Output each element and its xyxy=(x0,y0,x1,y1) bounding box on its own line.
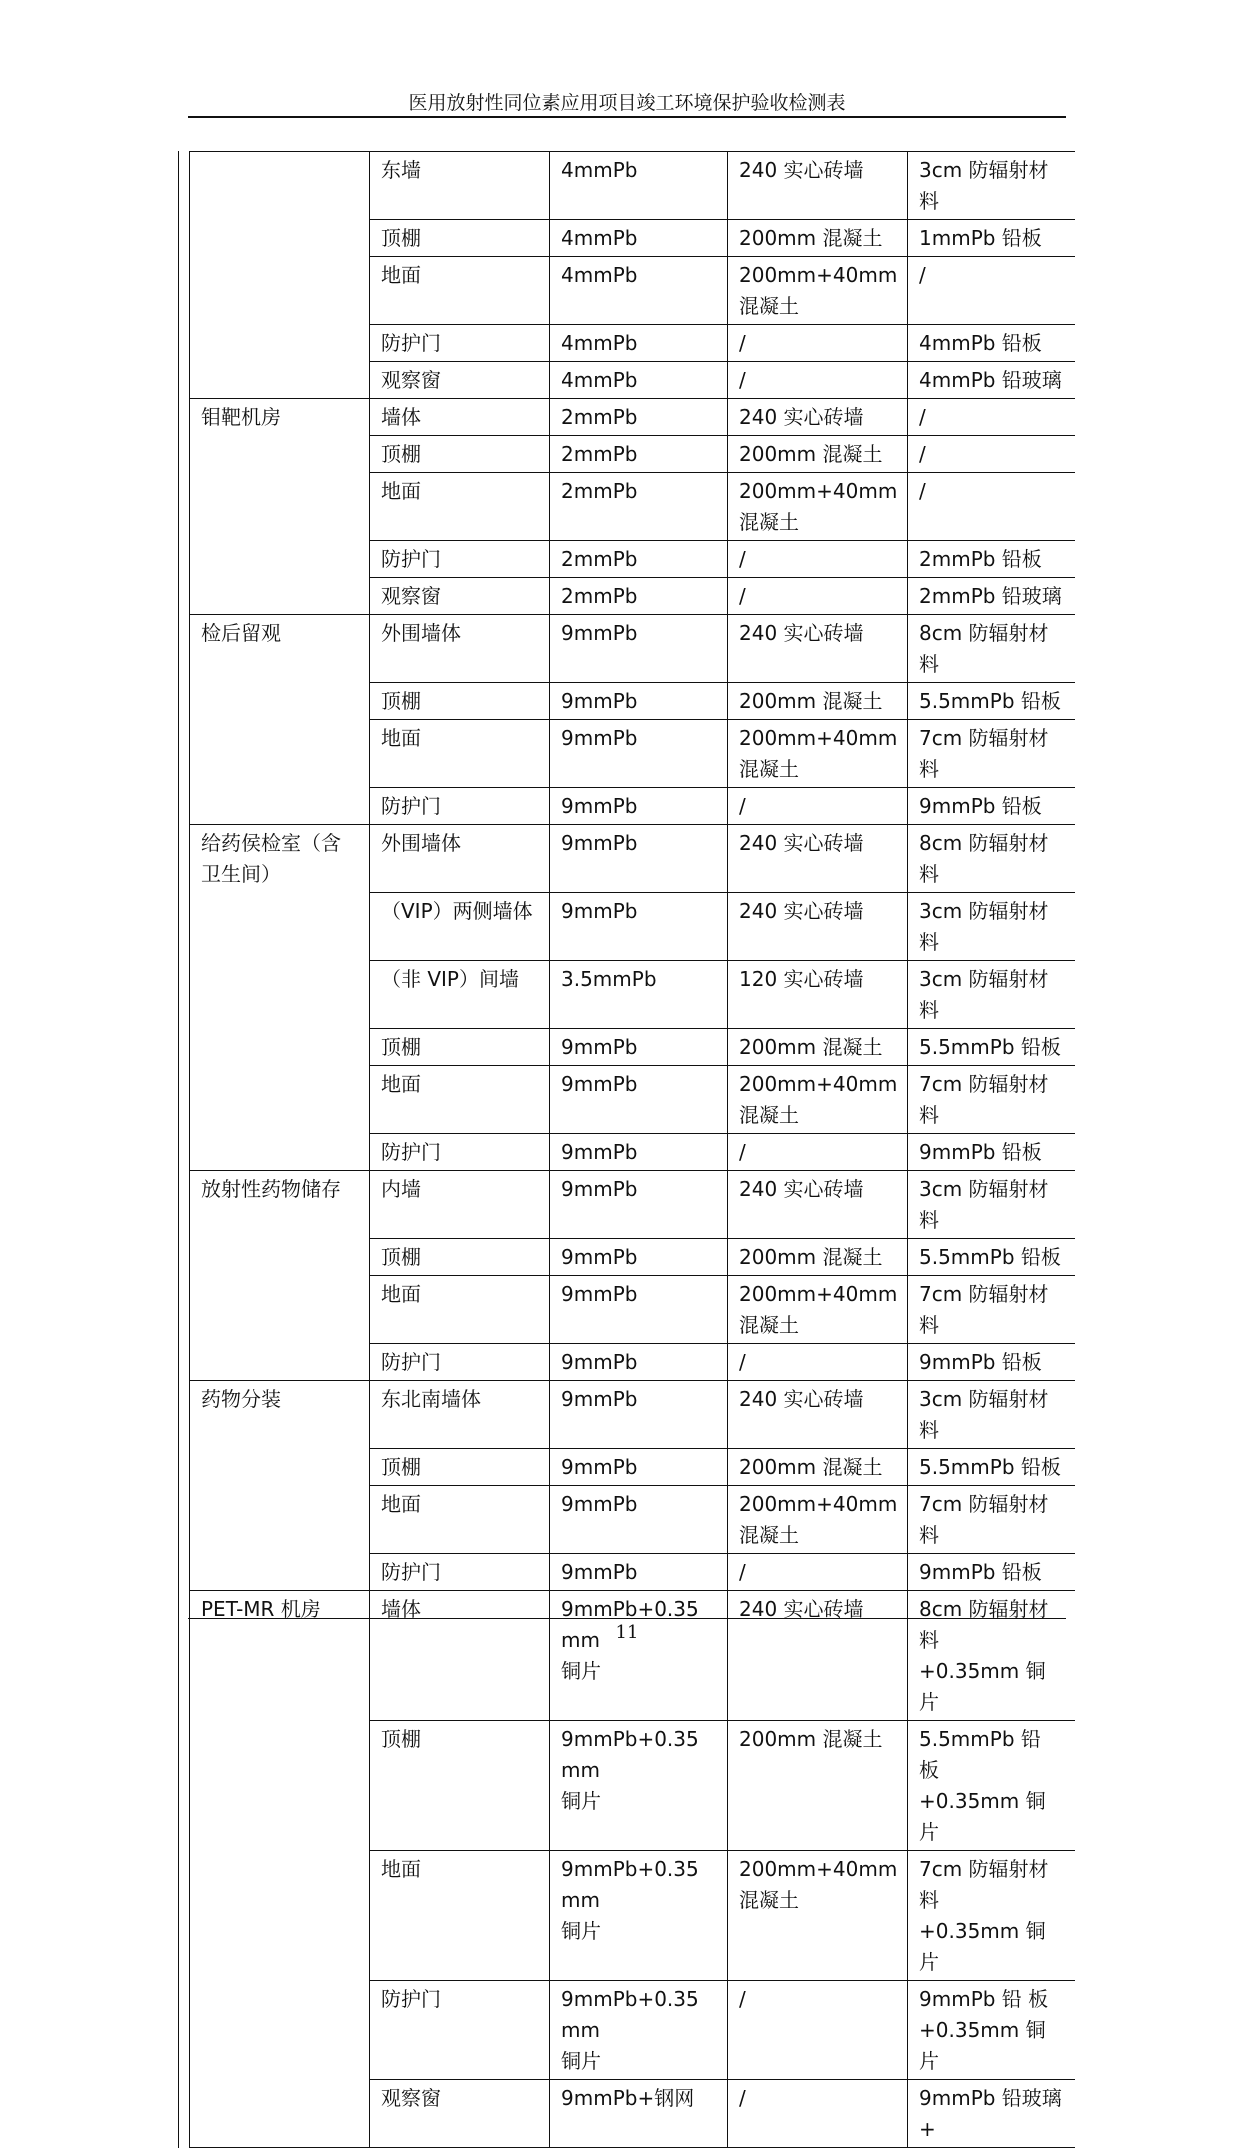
part-cell: （VIP）两侧墙体 xyxy=(370,893,550,961)
protection-cell: 7cm 防辐射材料 xyxy=(908,1066,1075,1134)
structure-cell: 200mm 混凝土 xyxy=(728,220,908,257)
part-cell: （非 VIP）间墙 xyxy=(370,961,550,1029)
requirement-cell: 9mmPb+钢网 xyxy=(550,2080,728,2148)
part-cell: 地面 xyxy=(370,720,550,788)
requirement-cell: 9mmPb xyxy=(550,1134,728,1171)
requirement-cell: 4mmPb xyxy=(550,152,728,220)
structure-cell: / xyxy=(728,1554,908,1591)
room-name-cell: 给药侯检室（含 卫生间） xyxy=(190,825,370,1171)
protection-cell: / xyxy=(908,257,1075,325)
structure-cell: 200mm 混凝土 xyxy=(728,436,908,473)
protection-cell: 4mmPb 铅玻璃 xyxy=(908,362,1075,399)
requirement-cell: 9mmPb xyxy=(550,1449,728,1486)
requirement-cell: 9mmPb xyxy=(550,893,728,961)
requirement-cell: 9mmPb xyxy=(550,1276,728,1344)
requirement-cell: 2mmPb xyxy=(550,541,728,578)
protection-cell: 5.5mmPb 铅 板 +0.35mm 铜片 xyxy=(908,1721,1075,1851)
requirement-cell: 9mmPb xyxy=(550,1239,728,1276)
structure-cell: / xyxy=(728,325,908,362)
part-cell: 防护门 xyxy=(370,1134,550,1171)
requirement-cell: 3.5mmPb xyxy=(550,961,728,1029)
requirement-cell: 4mmPb xyxy=(550,362,728,399)
part-cell: 东墙 xyxy=(370,152,550,220)
structure-cell: / xyxy=(728,1344,908,1381)
structure-cell: 200mm+40mm 混凝土 xyxy=(728,1851,908,1981)
structure-cell: / xyxy=(728,362,908,399)
structure-cell: / xyxy=(728,2080,908,2148)
protection-cell: 3cm 防辐射材料 xyxy=(908,1171,1075,1239)
part-cell: 顶棚 xyxy=(370,436,550,473)
structure-cell: 200mm 混凝土 xyxy=(728,1029,908,1066)
structure-cell: / xyxy=(728,578,908,615)
part-cell: 防护门 xyxy=(370,1981,550,2080)
protection-cell: 7cm 防辐射材料 xyxy=(908,720,1075,788)
part-cell: 防护门 xyxy=(370,325,550,362)
structure-cell: 200mm+40mm 混凝土 xyxy=(728,1276,908,1344)
structure-cell: 240 实心砖墙 xyxy=(728,1591,908,1721)
structure-cell: 200mm 混凝土 xyxy=(728,1721,908,1851)
protection-cell: 9mmPb 铅 板 +0.35mm 铜片 xyxy=(908,1981,1075,2080)
protection-cell: 5.5mmPb 铅板 xyxy=(908,1029,1075,1066)
requirement-cell: 4mmPb xyxy=(550,325,728,362)
room-name-cell: 钼靶机房 xyxy=(190,399,370,615)
requirement-cell: 9mmPb xyxy=(550,825,728,893)
footer-rule xyxy=(188,1618,1066,1619)
protection-cell: 9mmPb 铅板 xyxy=(908,1554,1075,1591)
structure-cell: 240 实心砖墙 xyxy=(728,1381,908,1449)
protection-cell: 3cm 防辐射材料 xyxy=(908,893,1075,961)
part-cell: 顶棚 xyxy=(370,683,550,720)
requirement-cell: 9mmPb+0.35mm 铜片 xyxy=(550,1851,728,1981)
protection-cell: / xyxy=(908,399,1075,436)
protection-cell: 8cm 防辐射材料 xyxy=(908,825,1075,893)
requirement-cell: 2mmPb xyxy=(550,399,728,436)
page-header: 医用放射性同位素应用项目竣工环境保护验收检测表 xyxy=(408,92,846,114)
part-cell: 观察窗 xyxy=(370,578,550,615)
room-name-cell xyxy=(190,152,370,399)
part-cell: 顶棚 xyxy=(370,1449,550,1486)
requirement-cell: 4mmPb xyxy=(550,220,728,257)
table-row xyxy=(179,1591,1075,1721)
structure-cell: 120 实心砖墙 xyxy=(728,961,908,1029)
part-cell: 防护门 xyxy=(370,1554,550,1591)
protection-cell: 9mmPb 铅玻璃+ xyxy=(908,2080,1075,2148)
part-cell: 墙体 xyxy=(370,399,550,436)
protection-cell: / xyxy=(908,473,1075,541)
structure-cell: 200mm 混凝土 xyxy=(728,1449,908,1486)
requirement-cell: 9mmPb xyxy=(550,683,728,720)
table-row xyxy=(179,1171,1075,1239)
table-row xyxy=(179,152,1075,220)
table-gap-column xyxy=(179,152,190,2148)
part-cell: 顶棚 xyxy=(370,220,550,257)
protection-cell: 7cm 防辐射材料 xyxy=(908,1486,1075,1554)
structure-cell: 240 实心砖墙 xyxy=(728,1171,908,1239)
protection-cell: 9mmPb 铅板 xyxy=(908,788,1075,825)
part-cell: 内墙 xyxy=(370,1171,550,1239)
protection-cell: 5.5mmPb 铅板 xyxy=(908,1239,1075,1276)
part-cell: 地面 xyxy=(370,1276,550,1344)
structure-cell: 200mm+40mm 混凝土 xyxy=(728,257,908,325)
structure-cell: 240 实心砖墙 xyxy=(728,893,908,961)
requirement-cell: 9mmPb xyxy=(550,1066,728,1134)
shielding-table xyxy=(178,151,1075,2148)
protection-cell: 2mmPb 铅玻璃 xyxy=(908,578,1075,615)
structure-cell: 240 实心砖墙 xyxy=(728,615,908,683)
protection-cell: 2mmPb 铅板 xyxy=(908,541,1075,578)
part-cell: 地面 xyxy=(370,473,550,541)
header-rule xyxy=(188,116,1066,118)
requirement-cell: 9mmPb+0.35mm 铜片 xyxy=(550,1591,728,1721)
protection-cell: 3cm 防辐射材料 xyxy=(908,1381,1075,1449)
part-cell: 地面 xyxy=(370,1851,550,1981)
part-cell: 防护门 xyxy=(370,788,550,825)
requirement-cell: 9mmPb+0.35mm 铜片 xyxy=(550,1721,728,1851)
table-row xyxy=(179,1381,1075,1449)
protection-cell: 8cm 防辐射材料 +0.35mm 铜片 xyxy=(908,1591,1075,1721)
requirement-cell: 9mmPb xyxy=(550,1381,728,1449)
part-cell: 外围墙体 xyxy=(370,615,550,683)
requirement-cell: 9mmPb xyxy=(550,1171,728,1239)
part-cell: 观察窗 xyxy=(370,2080,550,2148)
structure-cell: 200mm+40mm 混凝土 xyxy=(728,1486,908,1554)
requirement-cell: 4mmPb xyxy=(550,257,728,325)
part-cell: 外围墙体 xyxy=(370,825,550,893)
part-cell: 地面 xyxy=(370,1066,550,1134)
protection-cell: 5.5mmPb 铅板 xyxy=(908,1449,1075,1486)
room-name-cell: PET-MR 机房 xyxy=(190,1591,370,2148)
protection-cell: 5.5mmPb 铅板 xyxy=(908,683,1075,720)
structure-cell: 240 实心砖墙 xyxy=(728,399,908,436)
part-cell: 顶棚 xyxy=(370,1029,550,1066)
structure-cell: 200mm 混凝土 xyxy=(728,1239,908,1276)
structure-cell: / xyxy=(728,1134,908,1171)
structure-cell: 200mm+40mm 混凝土 xyxy=(728,720,908,788)
requirement-cell: 2mmPb xyxy=(550,473,728,541)
protection-cell: 7cm 防辐射材料 +0.35mm 铜片 xyxy=(908,1851,1075,1981)
requirement-cell: 2mmPb xyxy=(550,436,728,473)
structure-cell: / xyxy=(728,541,908,578)
requirement-cell: 2mmPb xyxy=(550,578,728,615)
structure-cell: 240 实心砖墙 xyxy=(728,152,908,220)
part-cell: 墙体 xyxy=(370,1591,550,1721)
protection-cell: 9mmPb 铅板 xyxy=(908,1344,1075,1381)
part-cell: 防护门 xyxy=(370,541,550,578)
protection-cell: / xyxy=(908,436,1075,473)
structure-cell: 200mm+40mm 混凝土 xyxy=(728,1066,908,1134)
structure-cell: / xyxy=(728,1981,908,2080)
room-name-cell: 药物分装 xyxy=(190,1381,370,1591)
protection-cell: 1mmPb 铅板 xyxy=(908,220,1075,257)
table-row xyxy=(179,615,1075,683)
part-cell: 东北南墙体 xyxy=(370,1381,550,1449)
requirement-cell: 9mmPb+0.35mm 铜片 xyxy=(550,1981,728,2080)
requirement-cell: 9mmPb xyxy=(550,788,728,825)
requirement-cell: 9mmPb xyxy=(550,1486,728,1554)
part-cell: 顶棚 xyxy=(370,1239,550,1276)
structure-cell: 240 实心砖墙 xyxy=(728,825,908,893)
requirement-cell: 9mmPb xyxy=(550,720,728,788)
structure-cell: / xyxy=(728,788,908,825)
requirement-cell: 9mmPb xyxy=(550,1554,728,1591)
requirement-cell: 9mmPb xyxy=(550,615,728,683)
protection-cell: 3cm 防辐射材料 xyxy=(908,961,1075,1029)
protection-cell: 3cm 防辐射材料 xyxy=(908,152,1075,220)
structure-cell: 200mm 混凝土 xyxy=(728,683,908,720)
table-row xyxy=(179,399,1075,436)
protection-cell: 9mmPb 铅板 xyxy=(908,1134,1075,1171)
requirement-cell: 9mmPb xyxy=(550,1344,728,1381)
part-cell: 防护门 xyxy=(370,1344,550,1381)
part-cell: 地面 xyxy=(370,1486,550,1554)
requirement-cell: 9mmPb xyxy=(550,1029,728,1066)
part-cell: 观察窗 xyxy=(370,362,550,399)
part-cell: 顶棚 xyxy=(370,1721,550,1851)
part-cell: 地面 xyxy=(370,257,550,325)
protection-cell: 8cm 防辐射材料 xyxy=(908,615,1075,683)
structure-cell: 200mm+40mm 混凝土 xyxy=(728,473,908,541)
protection-cell: 7cm 防辐射材料 xyxy=(908,1276,1075,1344)
room-name-cell: 放射性药物储存 xyxy=(190,1171,370,1381)
protection-cell: 4mmPb 铅板 xyxy=(908,325,1075,362)
table-row xyxy=(179,825,1075,893)
room-name-cell: 检后留观 xyxy=(190,615,370,825)
page-number: 11 xyxy=(615,1622,639,1643)
